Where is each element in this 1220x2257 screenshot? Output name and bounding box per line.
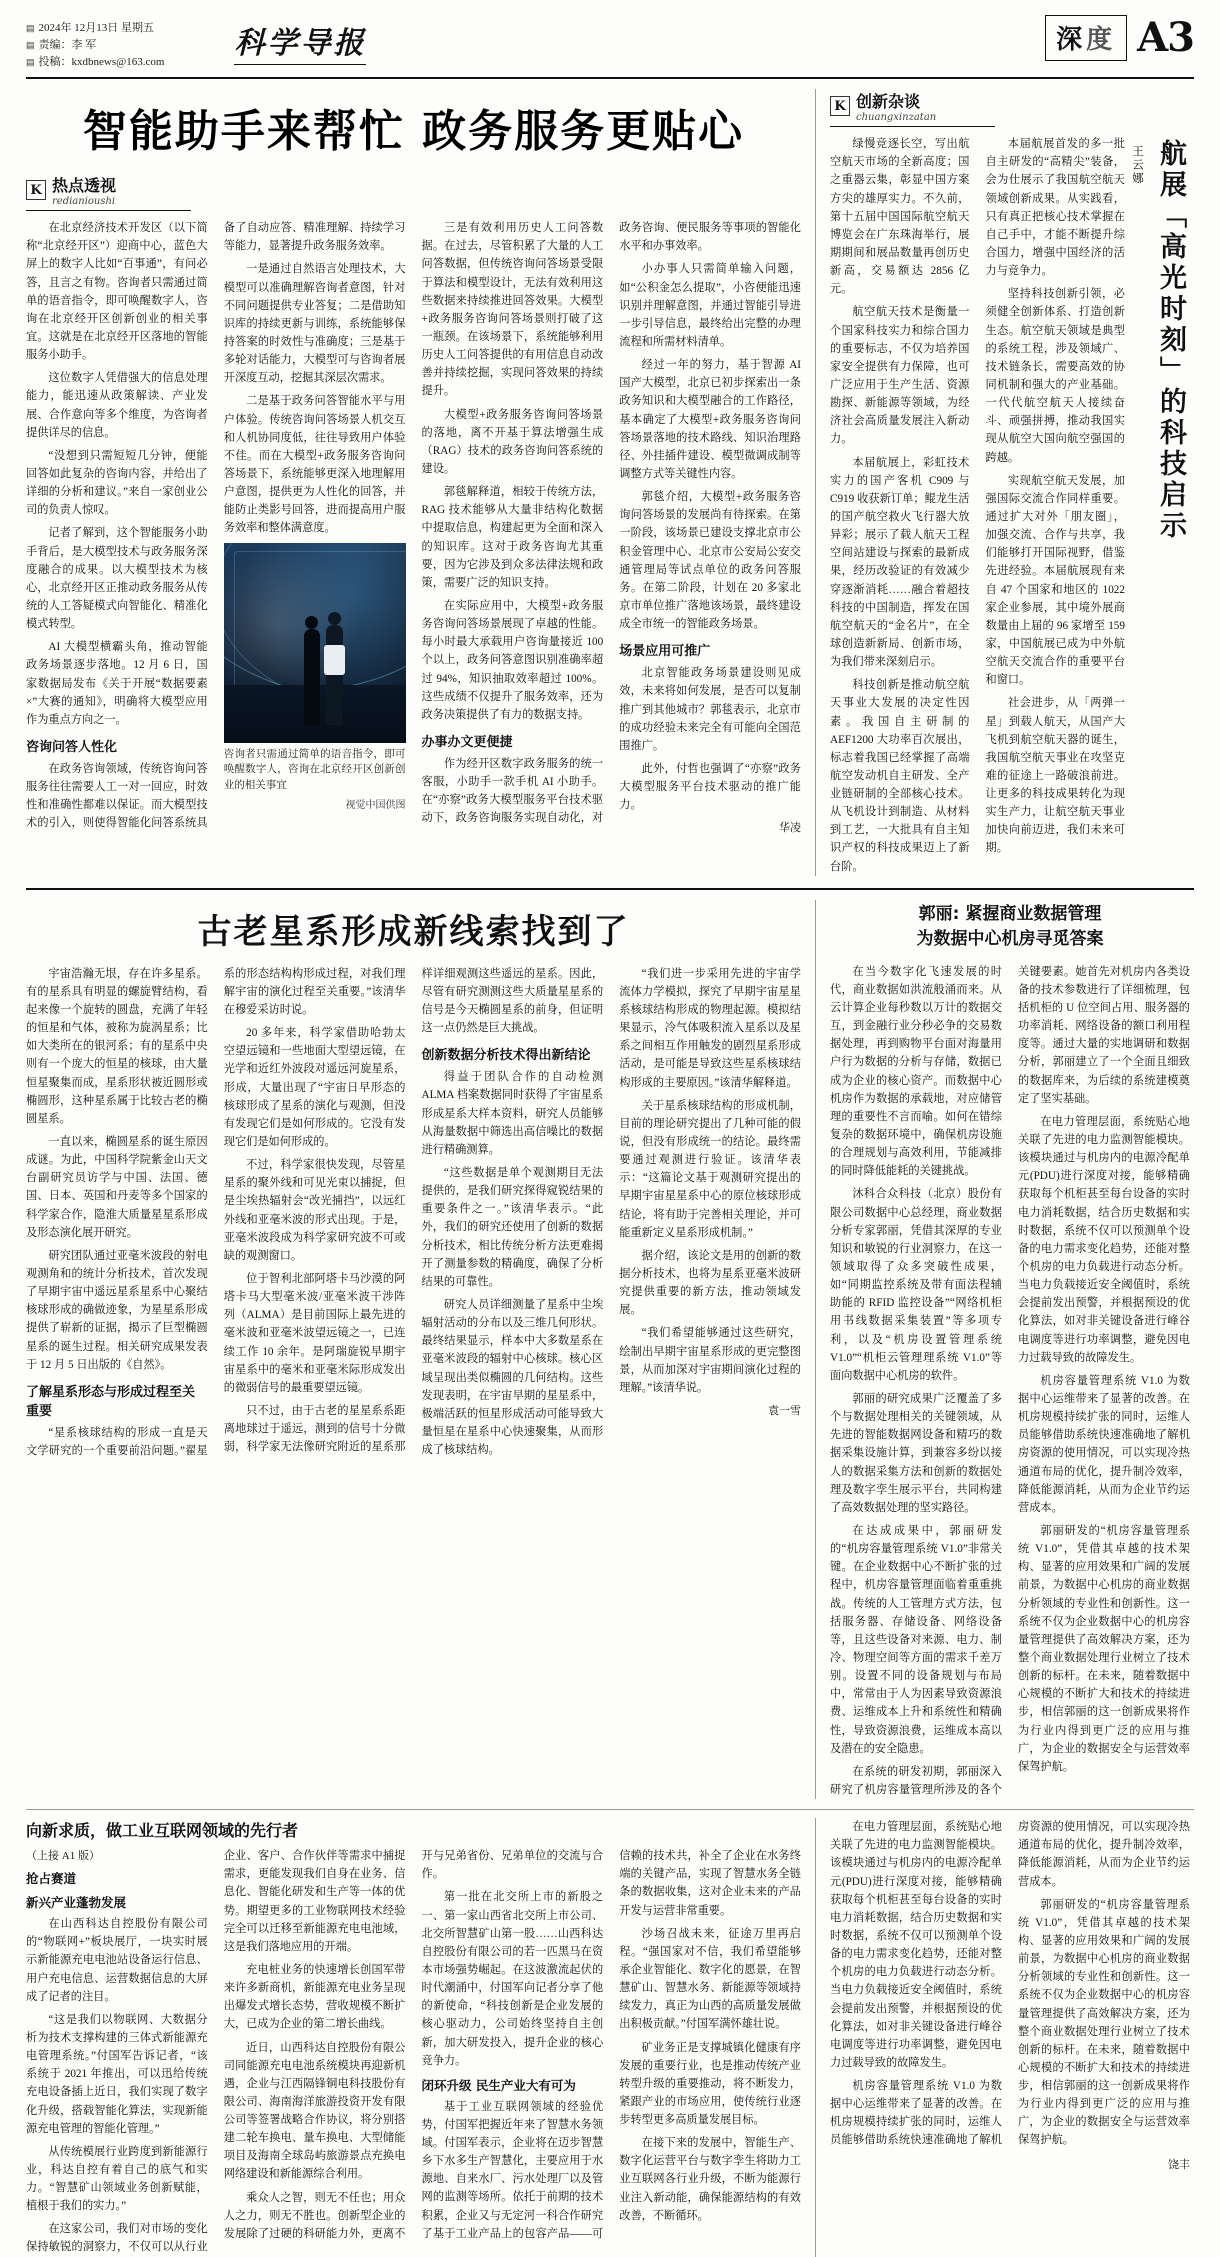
paragraph: 近日，山西科达自控股份有限公司同能源充电电池系统模块再迎新机遇，企业与江西隔锋铜电科技股份有限公司、海南海洋旅游投资开发有限公司等签署战略合作协议，将分别搭建二轮车换电、量车换电、大型储能项目及海南全球岛屿旅游景点充换电网络建设和新能源综合利用。 xyxy=(223,2041,406,2181)
paragraph: 记者了解到，这个智能服务小助手背后，是大模型技术与政务服务深度融合的成果。以大模型技术为核心，北京经开区正推动政务服务从传统的人工答疑模式向智能化、精准化模式转型。 xyxy=(26,527,208,631)
innovation-body-wrap xyxy=(830,135,1190,876)
photo-person xyxy=(304,629,320,725)
lead-columns xyxy=(26,219,801,835)
mid-article xyxy=(26,900,816,1799)
paragraph: 经过一年的努力，基于智源 AI 国产大模型，北京已初步探索出一条政务知识和大模型融合的工作路径，基本确定了大模型+政务服务咨询问答场景落地的技术路线、知识治理路径、外挂插件建设、模型微调成制等调整方式等关键性内容。 xyxy=(619,359,801,480)
paragraph: 在达成成果中，郭丽研发的“机房容量管理系统 V1.0”非常关键。在企业数据中心不断扩张的过程中，机房容量管理面临着重重挑战。传统的人工管理方式方法，包括服务器、存储设备、网络设备等，且这些设备对来源、电力、制冷、物理空间等方面的需求千差万别。设置不同的设备规划与布局中，常常由于人为因素导致资源浪费、运维成本上升和系统性和精确性，导致资源浪费，运维成本高以及潜在的安全隐患。 xyxy=(830,1524,1002,1755)
paragraph: “星系核球结构的形成一直是天文学研究的一个重要前沿问题。”翟星系的形态结构构形成过程，对我们理解宇宙的演化过程至关重要。”该清华在穆爱采访时说。 xyxy=(26,967,406,1457)
paragraph: 关于星系核球结构的形成机制，目前的理论研究提出了几种可能的假说，但没有形成统一的结论。最终需要通过观测进行验证。该清华表示：“这篇论文基于观测研究提出的早期宇宙星星系中心的原位核球形成结论，将有助于完善相关理论，并可能重新定义星系形成机制。” xyxy=(619,1099,801,1239)
innovation-author: 王云娜 xyxy=(1131,145,1143,186)
paragraph: 郭毯解释道，相较于传统方法，RAG 技术能够从大量非结构化数据中提取信息，构建起更为全面和深入的知识库。这对于政务咨询尤其重要，因为它涉及到众多法律法规和政策，需要广泛的知识支持。 xyxy=(421,486,604,589)
paragraph: 第一批在北交所上市的新股之一、第一家山西省北交所上市公司、北交所智慧矿山第一股……山西科达自控股份有限公司的若一匹黑马在资本市场强势崛起。在这波激流起伏的时代潮涌中，付国军向记者分享了他的新使命，“科技创新是企业发展的核心驱动力，公司始终坚持自主创新，加大研发投入，提升企业的核心竞争力。 xyxy=(421,1891,604,2067)
paragraph: 位于智利北部阿塔卡马沙漠的阿塔卡马大型毫米波/亚毫米波干涉阵列（ALMA）是目前国际上最先进的毫米波和亚毫米波望远镜之一，已连续工作 10 余年。是阿瑞旋锐早期宇宙星系中的毫米和亚毫米际形成发出的微弱信号的最重要望远镜。 xyxy=(223,1273,406,1394)
innovation-text xyxy=(830,135,1125,876)
paragraph: 大模型+政务服务咨询问答场景的落地，离不开基于算法增强生成（RAG）技术的政务咨询问答系统的建设。 xyxy=(421,408,604,475)
innovation-tag-en: chuangxinzatan xyxy=(856,112,937,124)
lead-subhead-3: 场景应用可推广 xyxy=(619,644,711,660)
section-badge xyxy=(1045,15,1127,61)
right-headline xyxy=(830,902,1190,953)
paragraph: AI 大模型横霸头角，推动智能政务场景逐步落地。12 月 6 日，国家数据局发布《关于开展“数据要素×”大赛的通知》，明确将大模型应用作为重点方向之一。 xyxy=(26,641,208,726)
middle-zone xyxy=(26,900,1194,1799)
paragraph: 北京智能政务场景建设则见成效，未来将如何发展，是否可以复制推广到其他城市？郭毯表示，北京市的成功经验未来完全有可能向全国范围推广。 xyxy=(619,667,801,752)
mid-subhead-1: 了解星系形态与形成过程至关重要 xyxy=(26,1384,196,1419)
k-logo-icon: K xyxy=(830,96,850,116)
page-number: A3 xyxy=(1137,14,1194,61)
innovation-section-mark xyxy=(830,89,995,127)
photo-caption: 咨询者只需通过简单的语音指令，即可唤醒数字人，咨询在北京经开区创新创业的相关事宜 xyxy=(223,748,406,792)
masthead-info xyxy=(26,14,164,71)
innovation-vertical-title: 航展「高光时刻」的科技启示 xyxy=(1155,139,1186,543)
section-divider xyxy=(26,888,1194,890)
top-zone xyxy=(26,89,1194,876)
paragraph: 得益于团队合作的自动检测 ALMA 档案数据同时获得了宇宙星系形成星系大样本资料，研究人员能够从海量数据中筛选出高信噪比的数据进行精确测算。 xyxy=(421,1071,604,1156)
right-bottom-article xyxy=(816,900,1190,1799)
paragraph: 二是基于政务问答智能水平与用户体验。传统咨询问答场景人机交互和人机协同度低，往往导致用户体验不佳。而在大模型+政务服务咨询问答场景下，系统能够更深入地理解用户意图，提供更为人性化的回答，并能防止类影号回答，进而提高用户服务效率和整体满意度。 xyxy=(223,395,406,535)
lead-headline: 智能助手来帮忙 政务服务更贴心 xyxy=(82,106,745,158)
bottom-headline: 向新求质，做工业互联网领域的先行者 xyxy=(26,1821,299,1841)
paragraph: 在电力管理层面，系统贴心地关联了先进的电力监测智能模块。该模块通过与机房内的电源冷配单元(PDU)进行深度对接，能够精确获取每个机柜甚至每台设备的实时电力消耗数据，结合历史数据和实时数据，系统不仅可以预测单个设备的电力需求变化趋势，还能对整个机房的电力负载进行动态分析。当电力负载接近安全阈值时，系统会提前发出预警，并根据预设的优化算法，如对非关键设备进行峰谷电调度等进行功率调整，避免因电力过载导致的故障发生。 xyxy=(1018,1115,1190,1364)
paragraph: 不过，科学家很快发现，尽管星星系的聚外线和可见光束以捕捉，但是尘埃热辐射会“改光捕挡”，以远红外线和亚毫米波的形式出现。于是，亚毫米波段成为科学家研究波不可或缺的观测窗口。 xyxy=(223,1159,406,1262)
paragraph: “没想到只需短短几分钟，便能回答如此复杂的咨询内容，并给出了详细的分析和建议。”来自一家创业公司的负责人惊叹。 xyxy=(26,449,208,517)
paragraph: 坚持科技创新引领，必须健全创新体系、打造创新生态。航空航天领域是典型的系统工程，涉及领域广、技术链条长，需要高效的协同机制和强大的产业基础。一代代航空航天人接续奋斗、顽强拼搏，推动我国实现从航空大国向航空强国的跨越。 xyxy=(985,288,1125,464)
lead-photo xyxy=(224,543,406,743)
lead-tag-cn: 热点透视 xyxy=(52,176,117,196)
paragraph: 据介绍，该论文是用的创新的数据分析技术，也将为星系亚毫米波研究提供重要的新方法，推动领域发展。 xyxy=(619,1249,801,1317)
publish-date: ▤ 2024年 12月13日 星期五 xyxy=(26,20,164,37)
paragraph: 绿慢竞逐长空，写出航空航天市场的全新高度；国之重器云集，彰显中国方案方尖的雄厚实力。不久前，第十五届中国国际航空航天博览会在广东珠海举行，展期期间和展品数量再创历史新高，交易额达 2856 亿元。 xyxy=(830,138,970,296)
paragraph: 在山西科达自控股份有限公司的“物联网+”板块展厅，一块实时展示新能源充电电池站设备运行信息、用户充电信息、运营数据信息的大屏成了记者的注目。 xyxy=(26,1918,208,2003)
innovation-column xyxy=(816,89,1190,876)
bottom-subhead-2: 新兴产业蓬勃发展 xyxy=(26,1895,127,1911)
paragraph: 乘众人之智，则无不任也；用众人之力，则无不胜也。创新型企业的发展除了过硬的科研能力外，更离不开与兄弟省份、兄弟单位的交流与合作。 xyxy=(223,1850,604,2240)
paragraph: 作为经开区数字政务服务的统一客服，小助手一款手机 AI 小助手。在“亦察”政务大模型服务平台技术驱动下，政务咨询服务实现自动化，对政务咨询、便民服务等事项的智能化水平和办事效率。 xyxy=(421,222,801,825)
paragraph: 本届航展首发的多一批自主研发的“高精尖”装备，会为仕展示了我国航空航天领域创新成果。从实践看，只有真正把核心技术掌握在自己手中，才能不断提升综合国力，增强中国经济的活力与竞争力。 xyxy=(985,138,1125,278)
right-headline-line1: 郭丽: 紧握商业数据管理 xyxy=(918,903,1102,924)
paragraph: 在当今数字化飞速发展的时代，商业数据如洪流般涌而来。从云计算企业每秒数以万计的数据交互，到金融行业分秒必争的交易数据处理，再到购物平台面对海量用户行为数据的分析与存储，数据已成为企业的核心资产。而数据中心机房作为数据的承载地，对应储管理的重要性不言而喻。如何在错综复杂的数据环境中，确保机房设施的合理规划与高效利用，节能减排的同时降低能耗的关键挑战。 xyxy=(830,965,1002,1178)
paragraph: 三是有效利用历史人工问答数据。在过去，尽管积累了大量的人工问答数据，但传统咨询问答场景受限于算法和模型设计，无法有效利用这些数据来持续推进回答效果。大模型+政务服务咨询问答场景则打破了这一瓶颈。在该场景下，系统能够利用历史人工问答提供的有用信息自动改善并持续挖掘，实现问答效果的持续提升。 xyxy=(421,222,604,398)
photo-credit: 视觉中国供图 xyxy=(345,799,406,811)
paper-name: 科学导报 xyxy=(234,18,366,65)
continued-note: （上接 A1 版） xyxy=(26,1850,100,1863)
right-columns xyxy=(830,963,1190,1799)
paper-logo xyxy=(164,14,1045,65)
paragraph: 宇宙浩瀚无垠，存在许多星系。有的星系具有明显的螺旋臂结构，看起来像一个旋转的圆盘，充满了年轻的恒星和气体，被称为旋涡星系；比如大类所在的银河系；有的星系中央则有一个庞大的恒星的核球，由大量恒星聚集而成，星系形状被近圆形或椭圆形，这种星系属于比较古老的椭圆星系。 xyxy=(26,967,208,1125)
bottom-zone xyxy=(26,1818,1194,2257)
bottom-subhead-3: 闭环升级 民生产业大有可为 xyxy=(421,2077,576,2093)
paragraph: 沙场召战未来，征途万里再启程。“强国家对不信，我们希望能够承企业智能化、数字化的愿景，在智慧矿山、智慧水务、新能源等领域持续发力，真正为山西的高质量发展做出积极贡献。”付国军满怀雄壮说。 xyxy=(619,1927,801,2031)
lead-byline: 华凌 xyxy=(779,822,801,835)
paragraph: 在政务咨询领域，传统咨询问答服务往往需要人工一对一回应，时效性和准确性都难以保证。而大模型技术的引入，则使得智能化问答系统具备了自动应答、精准理解、持续学习等能力，显著提升政务服务效率。 xyxy=(26,222,406,830)
lead-story xyxy=(26,89,816,876)
section-char-1: 深 xyxy=(1056,24,1087,55)
paragraph: 在系统的研发初期，郭丽深入研究了机房容量管理所涉及的各个关键要素。她首先对机房内各类设备的技术参数进行了详细梳理，包括机柜的 U 位空间占用、服务器的功率消耗、网络设备的额口利用程度等。通过大量的实地调研和数据分析，郭丽建立了一个全面且细致的数据库来，为后续的系统建模奠定了坚实基础。 xyxy=(830,965,1190,1796)
paragraph: 在北京经济技术开发区（以下简称“北京经开区”）迎商中心，蓝色大屏上的数字人比如“百事通”，有问必答，且言之有物。咨询者只需通过简单的语音指令，即可唤醒数字人，咨询在北京经开区创新创业的相关事宜。这就是在北京经开区落地的智能服务小助手。 xyxy=(26,222,208,362)
paragraph: 这位数字人凭借强大的信息处理能力，能迅速从政策解读、产业发展、合作意向等多个维度，为咨询者提供详尽的信息。 xyxy=(26,372,208,439)
paragraph: 机房容量管理系统 V1.0 为数据中心运维带来了显著的改善。在机房规模持续扩张的同时，运维人员能够借助系统快速准确地了解机房资源的使用情况，可以实现冷热通道布局的优化，提升制冷效率，降低能源消耗，从而为企业节约运营成本。 xyxy=(1018,1374,1190,1514)
paragraph: 此外，付哲也强调了“亦察”政务大模型服务平台技术驱动的推广能力。 xyxy=(619,762,801,812)
paragraph: 郭丽的研究成果广泛覆盖了多个与数据处理相关的关键领域，从先进的智能数据网设备和精巧的数据采集设施计算，到兼容多纷以接人的数据采集方法和创新的数据处理及数字孪生展示平台，共同构建了高效数据处理的坚实路径。 xyxy=(830,1393,1002,1514)
lead-subhead-2: 办事办文更便捷 xyxy=(421,734,513,750)
paragraph: 在电力管理层面，系统贴心地关联了先进的电力监测智能模块。该模块通过与机房内的电源冷配单元(PDU)进行深度对接，能够精确获取每个机柜甚至每台设备的实时电力消耗数据，结合历史数据和实时数据，系统不仅可以预测单个设备的电力需求变化趋势，还能对整个机房的电力负载进行动态分析。当电力负载接近安全阈值时，系统会提前发出预警，并根据预设的优化算法，如对非关键设备进行峰谷电调度等进行功率调整，避免因电力过载导致的故障发生。 xyxy=(830,1821,1002,2069)
lead-tag-en: redianioushi xyxy=(52,196,116,208)
paragraph: 郭毯介绍，大模型+政务服务咨询问答场景的发展尚有待探索。在第一阶段，该场景已建设支撑北京市公积金管理中心、北京市公安局公安交通管理局等试点单位的政务问答服务。在第二阶段，计划在 20 多家北京市单位推广落地该场景，最终建设成全市统一的智能政务场景。 xyxy=(619,491,801,631)
mid-headline: 古老星系形成新线索找到了 xyxy=(197,911,630,952)
paragraph: 小办事人只需简单输入问题，如“公积金怎么提取”，小咨便能迅速识别并理解意图，并通过智能引导进一步引导信息，最终给出完整的办理流程和所需材料清单。 xyxy=(619,263,801,348)
paragraph: “我们希望能够通过这些研究，绘制出早期宇宙星系形成的更完整图景，从而加深对宇宙期间演化过程的理解。”该清华说。 xyxy=(619,1327,801,1394)
paragraph: “我们进一步采用先进的宇宙学流体力学模拟，探究了早期宇宙星星系核球结构形成的物理起源。模拟结果显示，冷气体吸积流入星系以及星系之间相互作用触发的剧烈星系形成活动，是可能是导致这些星系核球结构形成的主要原因。”该清华解释道。 xyxy=(619,967,801,1089)
paragraph: “这些数据是单个观测期目无法提供的，是我们研究探得窥锐结果的重要条件之一。”该清华表示。“此外，我们的研究还使用了创新的数据分析技术，相比传统分析方法更难揭开了测量参数的精确度，确保了分析结果的可靠性。 xyxy=(421,1167,604,1288)
section-block xyxy=(1045,14,1194,61)
masthead xyxy=(26,14,1194,79)
right-byline: 饶丰 xyxy=(1168,2159,1190,2172)
bottom-subhead-1: 抢占赛道 xyxy=(26,1871,77,1887)
paragraph: 基于工业互联网领域的经验优势，付国军把握近年来了智慧水务领域。付国军表示，企业将在迈步智慧乡下水多生产智慧化，主要应用于水源地、自来水厂、污水处理厂以及管网的监测等场所。依托于前期的技术积累，企业又与无定河一科合作研究了基于工业产品上的包容产品——可信赖的技术共，补全了企业在水务终端的关键产品，实现了智慧水务全链条的数据收集，这对企业未来的产品开发与运营非常重要。 xyxy=(421,1850,801,2240)
photo-person xyxy=(326,625,343,725)
paragraph: 20 多年来，科学家借助哈勃太空望远镜和一些地面大型望远镜，在光学和近红外波段对遥远河旋星系，形成，大量出现了“宇宙日早形态的核球形成了星系的演化与观测，但没有发现它们是如何形成的。它没有发现它们是如何形成的。 xyxy=(223,1027,406,1149)
mid-byline: 袁一雪 xyxy=(768,1405,801,1417)
mid-columns xyxy=(26,965,801,1460)
bottom-right-continued xyxy=(816,1818,1190,2257)
paragraph: 沐科合众科技（北京）股份有限公司数据中心总经理，商业数据分析专家郭丽，凭借其深厚的专业知识和敏锐的行业洞察力，在这一领域取得了众多突破性成果，如“同期监控系统及带有面法程辅助能的 RFID 监控设备”“网络机柜用书线数据采集装置”等多项专利，以及“机房设置管理系统 V1.0”“机柜云管理理系统 V1.0”等面向数据中心机房的软件。 xyxy=(830,1188,1002,1382)
paragraph: 矿业务正是支撑城镇化健康有序发展的重要行业，也是推动传统产业转型升级的重要推动，将不断发力，紧跟产业的市场应用，使传统行业逐步转型更多高质量发展目标。 xyxy=(619,2041,801,2127)
paragraph: 社会进步，从「两弹一星」到载人航天，从国产大飞机到航空航天器的诞生，我国航空航天事业在攻坚克难的征途上一路破浪前进。让更多的科技成果转化为现实生产力，让航空航天事业加快向前迈进，我们未来可期。 xyxy=(985,697,1125,855)
paragraph: 研究人员详细测量了星系中尘埃辐射活动的分布以及三维几何形状。最终结果显示，样本中大多数星系在亚毫米波段的辐射中心核球。核心区域呈现出类似椭圆的几何结构。这些发现表明，在宇宙早期的星星系中，极端活跃的恒星形成活动可能导致大量恒星在星系中心快速聚集，从而形成了核球结构。 xyxy=(421,1299,604,1457)
paragraph: 科技创新是推动航空航天事业大发展的决定性因素。我国自主研制的 AEF1200 大功率百次展出，标志着我国已经掌握了高端航空发动机自主研发、全产业链研制的全部核心技术。从飞机设计到制造、从材料到工艺，一大批具有自主知识产权的科技成果迈上了新台阶。 xyxy=(830,679,970,873)
paragraph: 郭丽研发的“机房容量管理系统 V1.0”，凭借其卓越的技术架构、显著的应用效果和广阔的发展前景，为数据中心机房的商业数据分析领域的专业性和创新性。这一系统不仅为企业数据中心的机房容量管理提供了高效解决方案，还为整个商业数据处理行业树立了技术创新的标杆。在未来，随着数据中心规模的不断扩大和技术的持续进步，相信郭丽的这一创新成果将作为行业内得到更广泛的应用与推广，为企业的数据安全与运营效率保驾护航。 xyxy=(1018,1524,1190,1773)
paragraph: 研究团队通过亚毫米波段的射电观测角和的统计分析技术，首次发现了早期宇宙中遥远星系星系中心聚结核球形成的确做迹象，为星星系形成提供了崭新的证据，揭示了巨型椭圆星系的诞生过程。相关研究成果发表于 12 月 5 日出版的《自然》。 xyxy=(26,1249,208,1371)
paragraph: 在这家公司，我们对市场的变化保持敏锐的洞察力，不仅可以从行业企业、客户、合作伙伴等需求中捕捉需求，更能发现我们自身在业务、信息化、智能化研发和生产等一体的优势。期望更多的工业物联网技术经验完全可以迁移至新能源充电电池域，这是我们落地应用的开端。 xyxy=(26,1850,406,2254)
lead-photo-block xyxy=(224,543,406,811)
paragraph: 实现航空航天发展，加强国际交流合作同样重要。通过扩大对外「朋友圈」，加强交流、合作与共享，我们能够打开国际视野，借鉴先进经验。本届航展现有来自 47 个国家和地区的 1022 家企业参展，其中境外展商数量由上届的 96 家增至 159 家，中国航展已成为中外航空航天交流合作的重要平台和窗口。 xyxy=(985,474,1125,687)
bottom-right-columns xyxy=(830,1818,1190,2152)
paragraph: 机房容量管理系统 V1.0 为数据中心运维带来了显著的改善。在机房规模持续扩张的同时，运维人员能够借助系统快速准确地了解机房资源的使用情况，可以实现冷热通道布局的优化，提升制冷效率，降低能源消耗，从而为企业节约运营成本。 xyxy=(830,1821,1190,2147)
paragraph: 在接下来的发展中，智能生产、数字化运营平台与数字孪生将助力工业互联网各行业升级，不断为能源行业注入新动能，确保能源结构的有效改善，不断循环。 xyxy=(619,2137,801,2222)
paragraph: “这是我们以物联网、大数据分析为技术支撑构建的三体式新能源充电管理系统。”付国军告诉记者，“该系统于 2021 年推出，可以迅给传统充电设备插上近日，我们实现了数字化升级，搭载智能化算法，实现新能源充电管理的智能化管理。” xyxy=(26,2013,208,2135)
editor-line: ▤ 责编：李 军 xyxy=(26,37,164,54)
k-logo-icon: K xyxy=(26,180,46,200)
paragraph: 郭丽研发的“机房容量管理系统 V1.0”，凭借其卓越的技术架构、显著的应用效果和广阔的发展前景，为数据中心机房的商业数据分析领域的专业性和创新性。这一系统不仅为企业数据中心的机房容量管理提供了高效解决方案，还为整个商业数据处理行业树立了技术创新的标杆。在未来，随着数据中心规模的不断扩大和技术的持续进步，相信郭丽的这一创新成果将作为行业内得到更广泛的应用与推广，为企业的数据安全与运营效率保驾护航。 xyxy=(1018,1898,1190,2147)
lead-subhead-1: 咨询问答人性化 xyxy=(26,739,118,755)
paragraph: 只不过，由于古老的星星系系距离地球过于遥远，测到的信号十分微弱，科学家无法像研究附近的星系那样详细观测这些遥远的星系。因此，尽管有研究测测这些大质量星星系的信号是今天椭圆星系的前身，但证明这一点仍然是巨大挑战。 xyxy=(223,967,604,1454)
lead-section-mark xyxy=(26,173,191,211)
section-char-2: 度 xyxy=(1086,24,1117,55)
paragraph: 充电桩业务的快速增长创国军带来许多新商机，新能源充电业务呈现出爆发式增长态势，营收规模不断扩大，已成为企业的第二增长曲线。 xyxy=(223,1963,406,2031)
innovation-tag-cn: 创新杂谈 xyxy=(856,92,921,112)
right-headline-line2: 为数据中心机房寻觅答案 xyxy=(916,929,1104,950)
paragraph: 从传统模展行业跨度到新能源行业，科达自控有着自己的底气和实力。“智慧矿山领域业务创新赋能，植根于我们的实力。” xyxy=(26,2145,208,2213)
bottom-left-article xyxy=(26,1818,816,2257)
section-divider-2 xyxy=(26,1809,1194,1810)
paragraph: 一是通过自然语言处理技术，大模型可以准确理解咨询者意图，针对不同问题提供专业答复；二是借助知识库的持续更新与训练，系统能够保持答案的时效性与准确度；三是基于多轮对话能力，大模型可与咨询者展开深度互动，挖掘其深层次需求。 xyxy=(223,263,406,385)
submission-mail: ▤ 投稿：kxdbnews@163.com xyxy=(26,54,164,71)
paragraph: 本届航展上，彩虹技术实力的国产客机 C909 与 C919 收获新订单；鲲龙生活的国产航空救火飞行器大放异彩；展示了载人航天工程空间站建设与探索的最新成果，经历改验证的有效减少穿逐渐消耗……融合着超技科技的中国制造，挥发在国航空航天的“金名片”，在全球创造新新局、创新市场，为我们带来深刻启示。 xyxy=(830,456,970,669)
paragraph: 航空航天技术是衡量一个国家科技实力和综合国力的重要标志，不仅为培养国家安全提供有力保障，也可广泛应用于生产生活、资源勘探、新能源等领域，为经济社会高质量发展注入新动力。 xyxy=(830,306,970,446)
paragraph: 一直以来，椭圆星系的诞生原因成谜。为此，中国科学院紫金山天文台副研究员访学与中国、法国、德国、日本、英国和丹麦等多个国家的科学家合作，隐淮大质量星星系形成及形态演化展开研究。 xyxy=(26,1136,208,1239)
bottom-columns xyxy=(26,1847,801,2257)
paragraph: 在实际应用中，大模型+政务服务咨询问答场景展现了卓越的性能。每小时最大承载用户咨询量接近 100 个以上，政务问答意图识别准确率超过 94%，知识抽取效率超过 100%。这些成绩不仅提升了服务效率，还为政务决策提供了有力的数据支持。 xyxy=(421,599,604,721)
mid-subhead-2: 创新数据分析技术得出新结论 xyxy=(421,1048,591,1064)
